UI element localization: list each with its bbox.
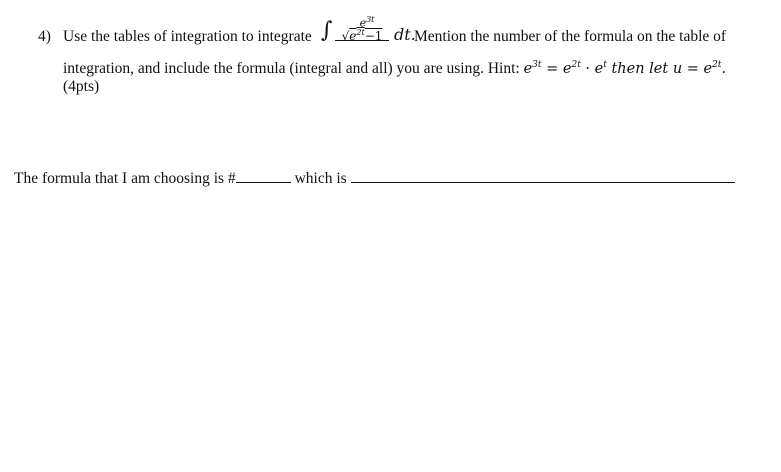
answer-prefix: The formula that I am choosing is # [14, 170, 236, 187]
answer-middle: which is [290, 170, 351, 187]
question-body [63, 14, 773, 98]
formula-number-blank[interactable] [236, 166, 291, 183]
instruction-text-2: integration, and include the formula (integral and all) you are using. Hint: [63, 59, 520, 77]
integrand-fraction [335, 14, 389, 41]
instruction-text-continued: Mention the number of the formula on the table of [414, 28, 727, 45]
question-line-2 [63, 54, 773, 76]
formula-blank[interactable] [351, 166, 735, 183]
integral-sign: ∫ [321, 18, 333, 43]
points-label: (4pts) [63, 78, 100, 95]
integrand-numerator: $e^{3t}$ [359, 15, 375, 30]
instruction-text: Use the tables of integration to integrate [63, 28, 312, 45]
hint-formula: $e^{3t} = e^{2t} \cdot e^t$ then let $u = e^{2t}$. [523, 60, 727, 77]
answer-line [14, 166, 754, 189]
differential: dt. [394, 25, 416, 44]
question-line-1 [63, 14, 773, 54]
question-line-3 [63, 76, 773, 98]
integrand-denominator: $√e^{2t}-1$ [341, 28, 383, 43]
question-number: 4) [38, 28, 51, 45]
